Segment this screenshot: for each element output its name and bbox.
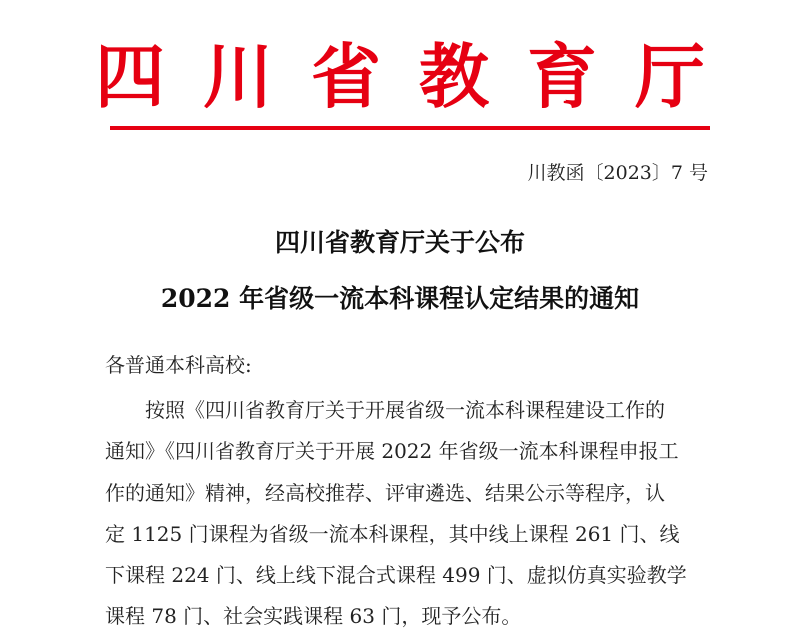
masthead-char: 省 bbox=[311, 36, 381, 118]
body-text-line: 按照《四川省教育厅关于开展省级一流本科课程建设工作的 bbox=[145, 398, 665, 422]
body-text-line: 通知》《四川省教育厅关于开展 2022 年省级一流本科课程申报工 bbox=[105, 439, 679, 463]
body-text-line: 作的通知》精神，经高校推荐、评审遴选、结果公示等程序，认 bbox=[105, 481, 665, 505]
notice-title-line-2: 2022 年省级一流本科课程认定结果的通知 bbox=[160, 284, 640, 313]
body-text-line: 课程 78 门、社会实践课程 63 门，现予公布。 bbox=[105, 604, 522, 628]
agency-masthead bbox=[90, 32, 710, 122]
document-number: 川教函〔2023〕7 号 bbox=[527, 162, 708, 184]
body-text-line: 下课程 224 门、线上线下混合式课程 499 门、虚拟仿真实验教学 bbox=[105, 563, 687, 587]
salutation: 各普通本科高校: bbox=[105, 353, 252, 377]
body-text-line: 定 1125 门课程为省级一流本科课程，其中线上课程 261 门、线 bbox=[105, 522, 680, 546]
masthead-red-divider bbox=[110, 126, 710, 130]
masthead-char: 四 bbox=[95, 36, 165, 118]
notice-title-line-1: 四川省教育厅关于公布 bbox=[274, 228, 525, 257]
masthead-char: 川 bbox=[203, 36, 273, 118]
masthead-char: 厅 bbox=[635, 36, 705, 118]
masthead-char: 教 bbox=[419, 36, 489, 118]
masthead-char: 育 bbox=[527, 36, 597, 118]
